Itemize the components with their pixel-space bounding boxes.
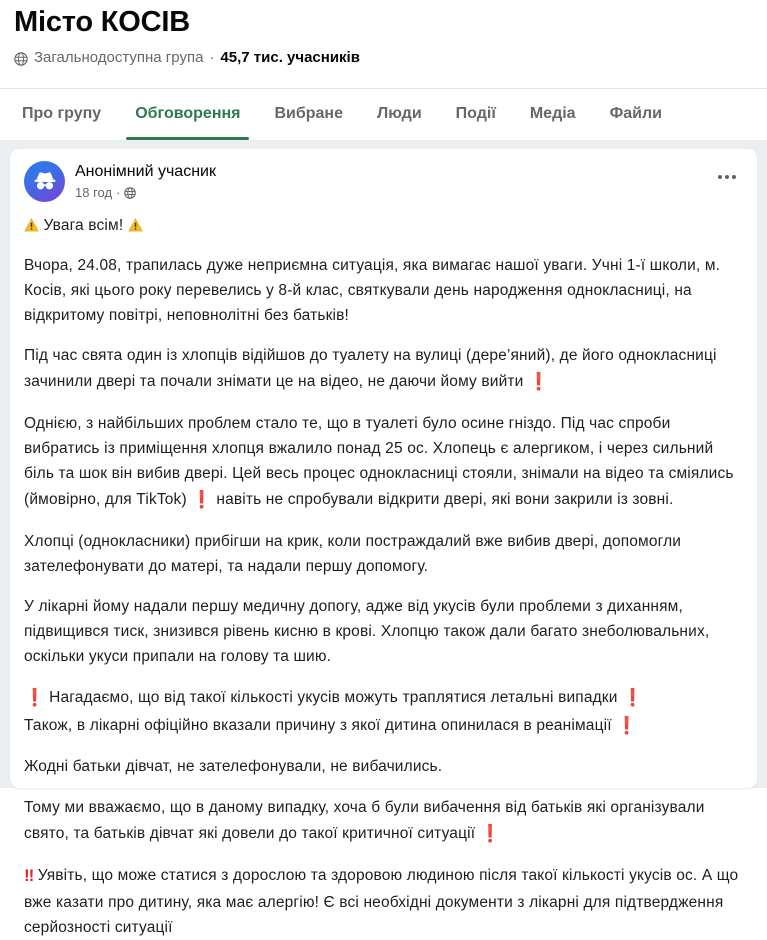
paragraph-text: Хлопці (однокласники) прибігши на крик, коли постраждалий вже вибив двері, допомогли зателефонувати до матері, та надали першу допомогу. bbox=[24, 532, 682, 575]
post-meta bbox=[75, 185, 701, 200]
post-header bbox=[24, 161, 743, 202]
tab-people[interactable] bbox=[360, 89, 439, 140]
group-meta bbox=[14, 48, 753, 68]
post-paragraph bbox=[24, 343, 743, 396]
ellipsis-dot bbox=[725, 175, 729, 179]
tab-events[interactable] bbox=[439, 89, 513, 140]
exclamation-icon: ❗ bbox=[616, 715, 637, 735]
group-member-count: 45,7 тис. учасників bbox=[220, 49, 360, 67]
paragraph-text: Вчора, 24.08, трапилась дуже неприємна ситуація, яка вимагає нашої уваги. Учні 1-ї школи, м. Косів, які цього року перевелись у 8-й клас, святкували день народження однокласниці, на відкритому повітрі, неповнолітні без батьків! bbox=[24, 256, 721, 325]
incognito-icon bbox=[31, 167, 59, 195]
exclamation-icon: ❗ bbox=[191, 490, 212, 510]
avatar[interactable] bbox=[24, 161, 65, 202]
tab-label: Медіа bbox=[529, 105, 576, 123]
group-privacy-label: Загальнодоступна група bbox=[34, 49, 204, 67]
tab-about[interactable] bbox=[14, 89, 118, 140]
tab-files[interactable] bbox=[593, 89, 679, 140]
tab-label: Про групу bbox=[22, 105, 102, 123]
globe-icon[interactable] bbox=[124, 187, 136, 199]
exclamation-icon: ❗ bbox=[622, 688, 643, 708]
paragraph-text: Жодні батьки дівчат, не зателефонували, не вибачились. bbox=[24, 758, 443, 776]
double-exclamation-icon: ‼ bbox=[24, 866, 34, 886]
exclamation-icon: ❗ bbox=[24, 688, 45, 708]
paragraph-text: Нагадаємо, що від такої кількості укусів можуть траплятися летальні випадки bbox=[49, 689, 618, 707]
paragraph-text: У лікарні йому надали першу медичну допогу, адже від укусів були проблеми з диханням, підвищився тиск, знизився рівень кисню в крові. Хлопцю також дали багато знеболювальних, оскільки укуси припали на голову та шию. bbox=[24, 598, 710, 666]
post-attention-line bbox=[24, 213, 743, 238]
paragraph-text: навіть не спробували відкрити двері, які вони закрили із зовні. bbox=[216, 491, 674, 509]
post-paragraph bbox=[24, 754, 743, 779]
paragraph-text: Під час свята один із хлопців відійшов до туалету на вулиці (дере’яний), де його однокласниці зачинили двері та почали знімати це на відео, не даючи йому вийти bbox=[24, 347, 717, 391]
ellipsis-dot bbox=[732, 175, 736, 179]
post-author-block bbox=[75, 161, 701, 200]
post-options-button[interactable] bbox=[711, 163, 743, 191]
exclamation-icon: ❗ bbox=[527, 372, 549, 392]
post-paragraph bbox=[24, 684, 743, 712]
attention-text: Увага всім! bbox=[43, 216, 124, 234]
page-title: Місто КОСІВ bbox=[14, 6, 190, 38]
tab-label: Вибране bbox=[274, 105, 343, 123]
exclamation-icon: ❗ bbox=[479, 823, 501, 843]
meta-separator: · bbox=[209, 49, 215, 67]
post-paragraph bbox=[24, 712, 743, 740]
post-timestamp[interactable]: 18 год bbox=[75, 184, 113, 200]
paragraph-text: Уявіть, що може статися з дорослою та здоровою людиною після такої кількості укусів ос. А що вже казати про дитину, яка має алергію! Є всі необхідні документи з лікарні для підтвердження серйозності ситуації bbox=[24, 867, 739, 936]
tab-featured[interactable] bbox=[257, 89, 360, 140]
paragraph-text: Тому ми вважаємо, що в даному випадку, хоча б були вибачення від батьків які організували свято, та батьків дівчат які довели до такої критичної ситуації bbox=[24, 798, 705, 842]
post-meta-separator: · bbox=[116, 184, 121, 200]
tab-media[interactable] bbox=[513, 89, 593, 140]
tab-label: Файли bbox=[609, 105, 662, 123]
globe-icon bbox=[14, 52, 28, 66]
paragraph-text: Також, в лікарні офіційно вказали причину з якої дитина опинилася в реанімації bbox=[24, 716, 612, 734]
post-paragraph bbox=[24, 862, 743, 940]
group-tabs bbox=[0, 88, 767, 140]
post-body bbox=[24, 213, 743, 940]
post-paragraph bbox=[24, 253, 743, 328]
warning-triangle-icon bbox=[128, 218, 143, 232]
warning-triangle-icon bbox=[24, 218, 39, 232]
post-paragraph bbox=[24, 594, 743, 669]
tab-label: Обговорення bbox=[135, 105, 241, 123]
ellipsis-dot bbox=[718, 175, 722, 179]
post-paragraph bbox=[24, 529, 743, 579]
tab-label: Люди bbox=[377, 105, 422, 123]
paragraph-text: Однією, з найбільших проблем стало те, що в туалеті було осине гніздо. Під час спроби вибратись із приміщення хлопця вжалило понад 25 ос. Хлопець є алергиком, і через сильний біль та шок він вибив двері. Цей весь процес однокласниці стояли, знімали на відео та сміялись (ймовірно, для TikTok) bbox=[24, 414, 734, 509]
tab-discussion[interactable] bbox=[118, 89, 257, 140]
post-paragraph bbox=[24, 795, 743, 848]
post-author-name[interactable]: Анонімний учасник bbox=[75, 162, 216, 180]
post-card bbox=[10, 149, 757, 936]
tab-label: Події bbox=[455, 105, 496, 123]
post-paragraph bbox=[24, 411, 743, 514]
group-header bbox=[0, 0, 767, 68]
feed-area bbox=[0, 140, 767, 936]
